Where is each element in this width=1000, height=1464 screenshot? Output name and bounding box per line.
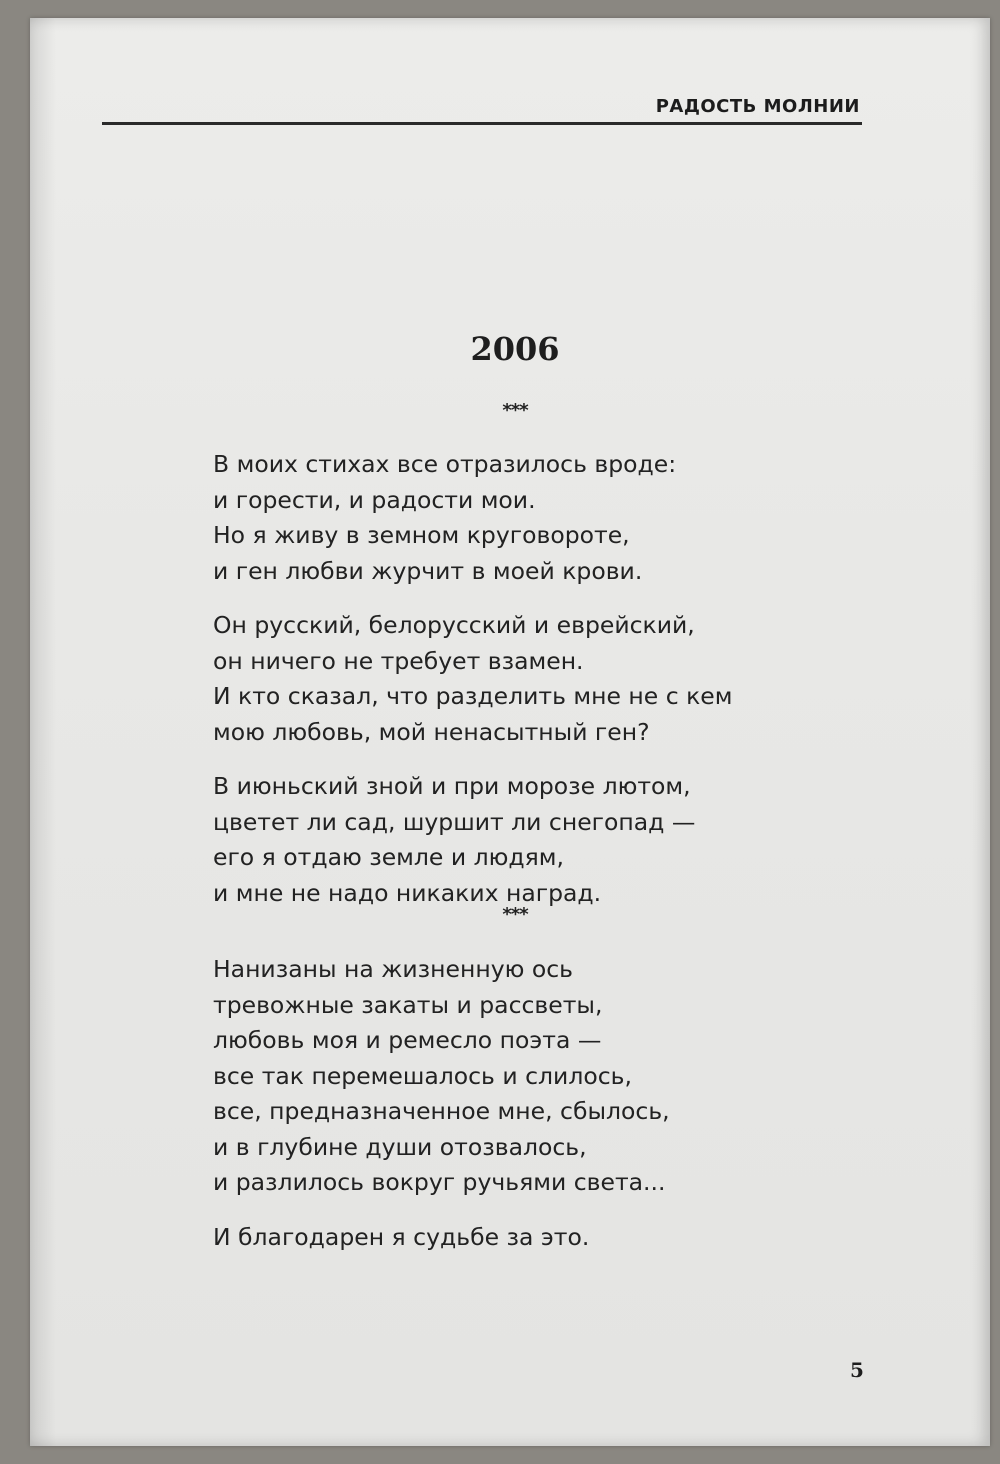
poem-line: В июньский зной и при морозе лютом, xyxy=(213,772,691,800)
poem-line: и мне не надо никаких наград. xyxy=(213,878,602,907)
poem-line: тревожные закаты и рассветы, xyxy=(213,990,603,1019)
book-page xyxy=(30,18,990,1446)
poem-line: И благодарен я судьбе за это. xyxy=(213,1222,590,1251)
poem-line: и горести, и радости мои. xyxy=(213,485,536,514)
poem-2 xyxy=(213,952,853,1274)
poem-line: и в глубине души отозвалось, xyxy=(213,1132,587,1161)
poem-line: любовь моя и ремесло поэта — xyxy=(213,1026,602,1054)
stanza xyxy=(213,608,853,750)
running-head-title: РАДОСТЬ МОЛНИИ xyxy=(655,96,860,117)
poem-line: И кто сказал, что разделить мне не с кем xyxy=(213,682,733,710)
stanza xyxy=(213,1220,853,1256)
poem-line: В моих стихах все отразилось вроде: xyxy=(213,450,677,478)
poem-line: Он русский, белорусский и еврейский, xyxy=(213,611,695,639)
poem-1 xyxy=(213,447,853,930)
page-number: 5 xyxy=(850,1358,864,1382)
poem-separator-1: *** xyxy=(502,400,528,421)
poem-line: цветет ли сад, шуршит ли снегопад — xyxy=(213,807,696,836)
stanza xyxy=(213,447,853,589)
poem-line: Нанизаны на жизненную ось xyxy=(213,955,574,983)
stanza xyxy=(213,769,853,911)
section-year-heading: 2006 xyxy=(470,330,560,368)
poem-separator-2: *** xyxy=(502,904,528,925)
spine-shadow xyxy=(30,18,56,1446)
poem-line: его я отдаю земле и людям, xyxy=(213,843,564,871)
poem-line: и разлилось вокруг ручьями света... xyxy=(213,1168,666,1196)
stanza xyxy=(213,952,853,1201)
poem-line: Но я живу в земном круговороте, xyxy=(213,521,630,549)
poem-line: все, предназначенное мне, сбылось, xyxy=(213,1097,670,1125)
poem-line: он ничего не требует взамен. xyxy=(213,646,584,675)
poem-line: мою любовь, мой ненасытный ген? xyxy=(213,717,650,746)
header-rule xyxy=(102,122,862,125)
poem-line: и ген любви журчит в моей крови. xyxy=(213,556,643,585)
poem-line: все так перемешалось и слилось, xyxy=(213,1061,632,1090)
